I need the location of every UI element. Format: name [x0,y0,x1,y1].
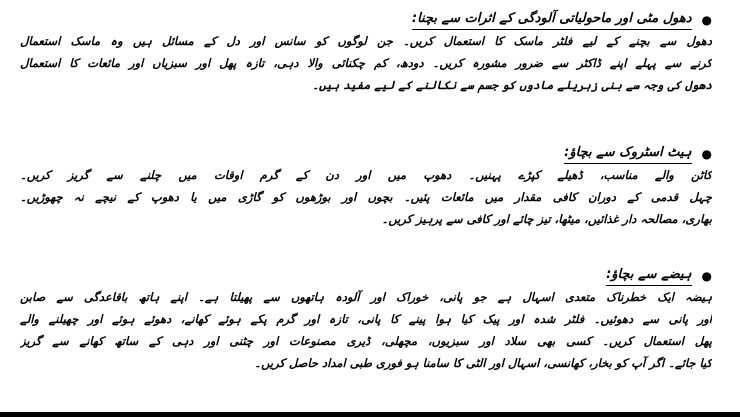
bullet-icon: ● [701,13,712,27]
section-dust-pollution [20,10,712,96]
bullet-icon: ● [701,269,712,283]
paragraph-line: ہیضہ ایک خطرناک متعدی اسہال ہے جو پانی، خوراک اور آلودہ ہاتھوں سے پھیلتا ہے۔ اپنے ہاتھ باقاعدگی سے صابن [20,290,712,304]
paragraph-line: کیا جائے۔ اگر آپ کو بخار، کھانسی، اسہال اور الٹی کا سامنا ہو فوری طبی امداد حاصل کریں۔ [254,356,712,370]
section-heading [20,266,712,286]
paragraph-line: پھل استعمال کریں۔ کسی بھی سلاد اور سبزیوں، مچھلی، ڈیری مصنوعات اور چٹنی اور دہی کے ساتھ کھانے سے گریز [20,334,712,348]
heading-text: ہیضے سے بچاؤ: [606,266,691,286]
paragraph-line: اور پانی سے دھوئیں۔ فلٹر شدہ اور پیک کیا ہوا پینے کا پانی، تازہ اور گرم پکے ہوئے کھانے، دھوئے ہوئے اور چھیلنے والے [20,312,712,326]
bottom-border [0,412,740,417]
heading-text: دھول مٹی اور ماحولیاتی آلودگی کے اثرات سے بچنا: [412,10,692,30]
paragraph-line: دھول سے بچنے کے لیے فلٹر ماسک کا استعمال کریں۔ جن لوگوں کو سانس اور دل کے مسائل ہیں وہ ماسک استعمال [20,34,712,48]
paragraph-line: کاٹن والے مناسب، ڈھیلے کپڑے پہنیں۔ دھوپ میں اور دن کے گرم اوقات میں چلنے سے گریز کریں۔ [20,168,712,182]
section-heading [20,10,712,30]
section-heading [20,144,712,164]
section-heatstroke [20,144,712,230]
paragraph-line: دھول کی وجہ سے بنی زہریلے مادوں کو جسم سے نکالنے کے لیے مفید ہیں۔ [312,78,712,92]
paragraph-line: کرنے سے پہلے اپنے ڈاکٹر سے ضرور مشورہ کریں۔ دودھ، کم چکنائی والا دہی، تازہ پھل اور سبزیاں اور مائعات کا استعمال [20,56,712,70]
paragraph-line: بھاری، مصالحہ دار غذائیں، میٹھا، تیز چائے اور کافی سے پرہیز کریں۔ [381,212,712,226]
section-cholera [20,266,712,374]
bullet-icon: ● [701,147,712,161]
heading-text: ہیٹ اسٹروک سے بچاؤ: [564,144,691,164]
paragraph-line: چہل قدمی کے دوران کافی مقدار میں مائعات پئیں۔ بچوں اور بوڑھوں کو گاڑی میں یا دھوپ کے نیچے نہ چھوڑیں۔ [20,190,712,204]
